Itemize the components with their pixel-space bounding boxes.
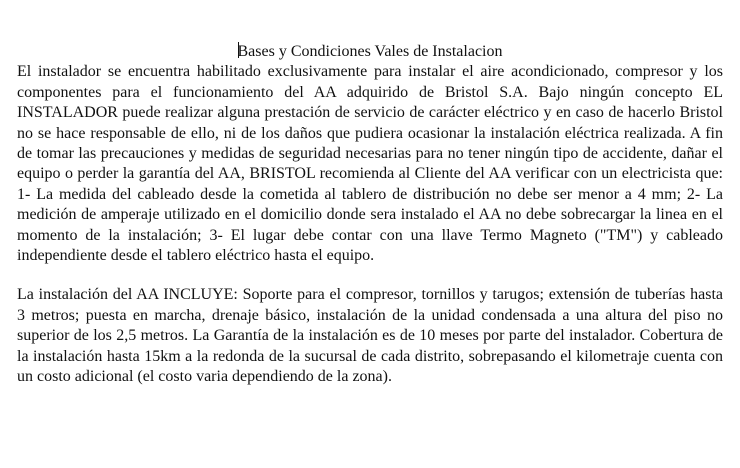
document-title — [17, 42, 723, 62]
document-page — [17, 42, 723, 388]
paragraph-spacer — [17, 266, 723, 285]
paragraph-includes: La instalación del AA INCLUYE: Soporte para el compresor, tornillos y tarugos; extensión de tuberías hasta 3 metros; puesta en marcha, drenaje básico, instalación de la unidad condensada a una altura del piso no superior de los 2,5 metros. La Garantía de la instalación es de 10 meses por parte del instalador. Cobertura de la instalación hasta 15km a la redonda de la sucursal de cada distrito, sobrepasando el kilometraje cuenta con un costo adicional (el costo varia dependiendo de la zona). — [17, 286, 723, 386]
document-title-text: Bases y Condiciones Vales de Instalacion — [237, 43, 503, 60]
paragraph-conditions: El instalador se encuentra habilitado exclusivamente para instalar el aire acondicionado, compresor y los componentes para el funcionamiento del AA adquirido de Bristol S.A. Bajo ningún concepto EL INSTALADOR puede realizar alguna prestación de servicio de carácter eléctrico y en caso de hacerlo Bristol no se hace responsable de ello, ni de los daños que pudiera ocasionar la instalación eléctrica realizada. A fin de tomar las precauciones y medidas de seguridad necesarias para no tener ningún tipo de accidente, dañar el equipo o perder la garantía del AA, BRISTOL recomienda al Cliente del AA verificar con un electricista que: 1- La medida del cableado desde la cometida al tablero de distribución no debe ser menor a 4 mm; 2- La medición de amperaje utilizado en el domicilio donde sera instalado el AA no debe sobrecargar la linea en el momento de la instalación; 3- El lugar debe contar con una llave Termo Magneto ("TM") y cableado independiente desde el tablero eléctrico hasta el equipo. — [17, 63, 723, 265]
